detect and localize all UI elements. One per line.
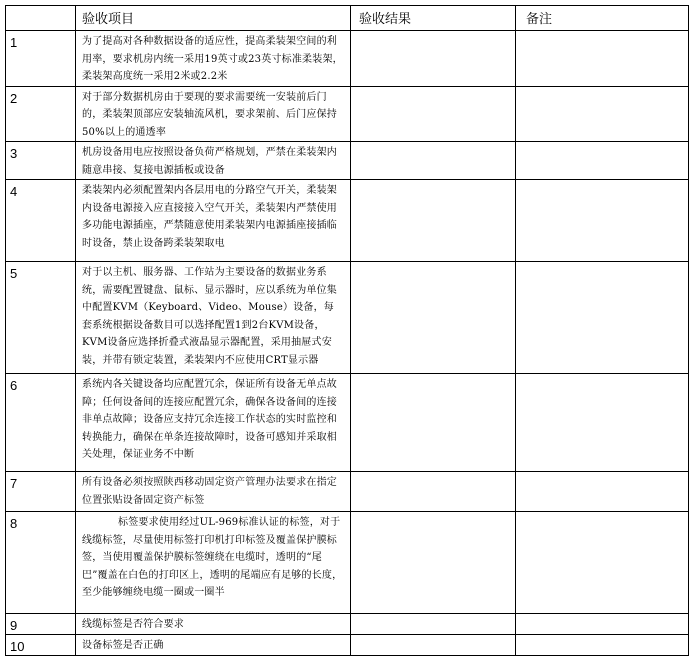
header-note: 备注	[516, 6, 689, 31]
row-number: 7	[6, 472, 76, 512]
row-note[interactable]	[516, 86, 689, 142]
table-row	[6, 472, 689, 512]
table-row	[6, 614, 689, 635]
table-row	[6, 86, 689, 142]
row-result[interactable]	[351, 142, 516, 180]
row-note[interactable]	[516, 374, 689, 472]
row-result[interactable]	[351, 180, 516, 262]
table-row	[6, 142, 689, 180]
row-result[interactable]	[351, 635, 516, 656]
row-result[interactable]	[351, 512, 516, 614]
row-number: 6	[6, 374, 76, 472]
header-item: 验收项目	[76, 6, 351, 31]
row-number: 10	[6, 635, 76, 656]
row-number: 2	[6, 86, 76, 142]
row-note[interactable]	[516, 614, 689, 635]
row-item: 对于部分数据机房由于要现的要求需要统一安装前后门的，柔装架顶部应安装轴流风机，要求架前、后门应保持50%以上的通透率	[76, 86, 351, 142]
row-result[interactable]	[351, 614, 516, 635]
table-row	[6, 512, 689, 614]
row-number: 1	[6, 31, 76, 87]
row-number: 9	[6, 614, 76, 635]
row-item: 系统内各关键设备均应配置冗余，保证所有设备无单点故障；任何设备间的连接应配置冗余，确保各设备间的连接非单点故障；设备应支持冗余连接工作状态的实时监控和转换能力，确保在单条连接故障时，设备可感知并采取相关处理，保证业务不中断	[76, 374, 351, 472]
row-note[interactable]	[516, 472, 689, 512]
row-result[interactable]	[351, 262, 516, 374]
row-item: 设备标签是否正确	[76, 635, 351, 656]
table-row	[6, 31, 689, 87]
row-item: 所有设备必须按照陕西移动固定资产管理办法要求在指定位置张贴设备固定资产标签	[76, 472, 351, 512]
row-note[interactable]	[516, 180, 689, 262]
row-item: 柔装架内必须配置架内各层用电的分路空气开关，柔装架内设备电源接入应直接接入空气开关，柔装架内严禁使用多功能电源插座，严禁随意使用柔装架内电源插座接插临时设备，禁止设备跨柔装架取电	[76, 180, 351, 262]
row-number: 4	[6, 180, 76, 262]
row-item	[76, 512, 351, 614]
row-item: 线缆标签是否符合要求	[76, 614, 351, 635]
row-number: 3	[6, 142, 76, 180]
row-note[interactable]	[516, 142, 689, 180]
row-item: 为了提高对各种数据设备的适应性，提高柔装架空间的利用率，要求机房内统一采用19英寸或23英寸标准柔装架，柔装架高度统一采用2米或2.2米	[76, 31, 351, 87]
row-result[interactable]	[351, 86, 516, 142]
row-note[interactable]	[516, 635, 689, 656]
row-item: 对于以主机、服务器、工作站为主要设备的数据业务系统，需要配置键盘、鼠标、显示器时，应以系统为单位集中配置KVM（Keyboard、Video、Mouse）设备，每套系统根据设备数目可以选择配置1到2台KVM设备，KVM设备应选择折叠式液晶显示器配置，采用抽屉式安装，并带有锁定装置，柔装架内不应使用CRT显示器	[76, 262, 351, 374]
row-item-text: 标签要求使用经过UL-969标准认证的标签，对于线缆标签，尽量使用标签打印机打印标签及覆盖保护膜标签，当使用覆盖保护膜标签缠绕在电缆时，透明的“尾巴”覆盖在白色的打印区上，透明的尾端应有足够的长度，至少能够缠绕电缆一圈或一圈半	[82, 517, 343, 598]
header-result: 验收结果	[351, 6, 516, 31]
row-item: 机房设备用电应按照设备负荷严格规划，严禁在柔装架内随意串接、复接电源插板或设备	[76, 142, 351, 180]
table-row	[6, 374, 689, 472]
table-row	[6, 180, 689, 262]
row-result[interactable]	[351, 374, 516, 472]
header-row	[6, 6, 689, 31]
table-row	[6, 262, 689, 374]
row-number: 5	[6, 262, 76, 374]
row-note[interactable]	[516, 512, 689, 614]
acceptance-table	[5, 5, 689, 656]
row-note[interactable]	[516, 262, 689, 374]
header-no	[6, 6, 76, 31]
row-result[interactable]	[351, 472, 516, 512]
row-result[interactable]	[351, 31, 516, 87]
row-number: 8	[6, 512, 76, 614]
table-row	[6, 635, 689, 656]
row-note[interactable]	[516, 31, 689, 87]
table-body	[6, 6, 689, 656]
